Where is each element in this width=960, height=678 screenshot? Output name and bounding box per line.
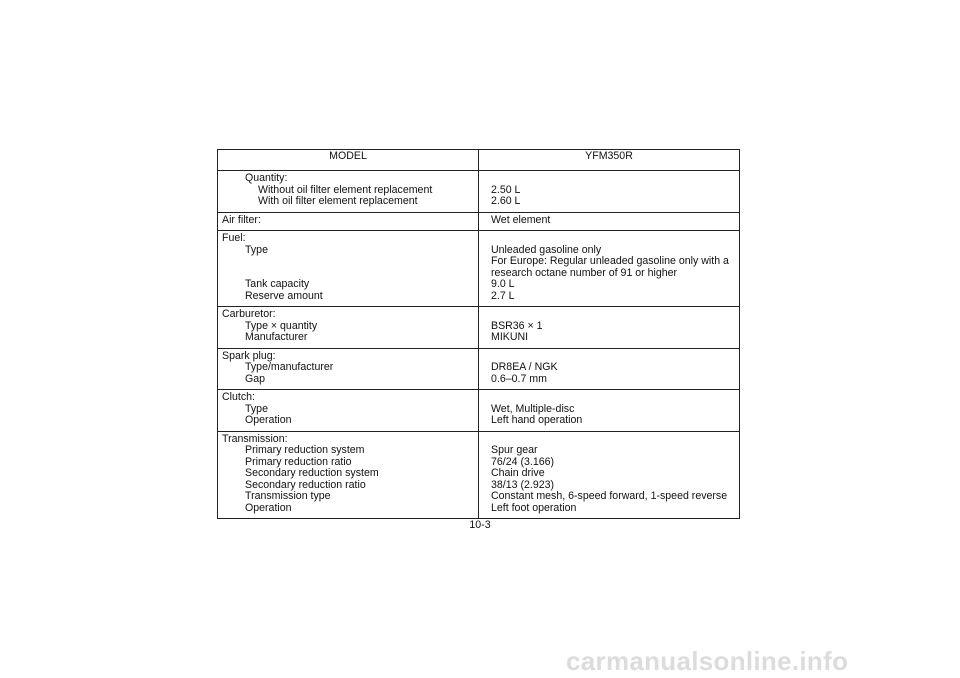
- spec-label: Type/manufacturer: [245, 361, 334, 373]
- spec-value-cell: [479, 348, 740, 390]
- model-header: MODEL: [218, 150, 479, 171]
- spec-label-cell: [218, 431, 479, 519]
- table-row: [218, 390, 740, 432]
- spec-label: Air filter:: [222, 213, 261, 226]
- spec-value: Chain drive: [491, 467, 545, 479]
- spec-label-cell: [218, 231, 479, 307]
- spec-value: Wet, Multiple-disc: [491, 402, 575, 415]
- table-row: [218, 171, 740, 213]
- watermark-text: carmanualsonline.info: [566, 646, 849, 676]
- page-number: 10-3: [469, 519, 491, 531]
- spec-value: Spur gear: [491, 444, 538, 456]
- spec-label: Primary reduction ratio: [245, 455, 352, 468]
- spec-value-cell: [479, 431, 740, 519]
- spec-value: [479, 392, 739, 404]
- spec-value-cell: [479, 171, 740, 213]
- spec-label: [218, 256, 478, 268]
- spec-label: Transmission type: [245, 490, 331, 502]
- spec-value: Unleaded gasoline only: [491, 243, 602, 256]
- spec-label: Secondary reduction system: [245, 467, 379, 479]
- spec-label: With oil filter element replacement: [258, 195, 418, 207]
- table-row: [218, 231, 740, 307]
- spec-value: 38/13 (2.923): [491, 478, 555, 491]
- spec-label: Without oil filter element replacement: [258, 183, 433, 196]
- spec-label: Spark plug:: [222, 349, 276, 362]
- spec-label-cell: [218, 212, 479, 231]
- spec-label: Secondary reduction ratio: [245, 478, 366, 491]
- spec-value: MIKUNI: [491, 331, 529, 343]
- spec-label-cell: [218, 348, 479, 390]
- spec-table-body: [218, 171, 740, 519]
- spec-value: Constant mesh, 6-speed forward, 1-speed reverse: [491, 490, 728, 502]
- spec-table: [217, 149, 740, 519]
- table-row: [218, 431, 740, 519]
- spec-value: BSR36 × 1: [491, 319, 543, 332]
- spec-label: Type × quantity: [245, 319, 318, 332]
- spec-value-cell: [479, 307, 740, 349]
- spec-value: Left foot operation: [491, 501, 577, 514]
- spec-value: For Europe: Regular unleaded gasoline only with a: [491, 255, 729, 267]
- spec-value: 76/24 (3.166): [491, 455, 555, 468]
- spec-value: research octane number of 91 or higher: [491, 266, 678, 279]
- spec-label: Tank capacity: [245, 278, 310, 290]
- spec-value: [479, 309, 739, 321]
- model-value-header: YFM350R: [479, 150, 740, 171]
- spec-label-cell: [218, 390, 479, 432]
- spec-label: Quantity:: [245, 172, 288, 184]
- table-row: [218, 212, 740, 231]
- spec-label: Clutch:: [222, 391, 255, 403]
- spec-label: Fuel:: [222, 232, 246, 244]
- table-header-row: [218, 150, 740, 171]
- spec-value: 2.60 L: [491, 195, 521, 207]
- table-row: [218, 307, 740, 349]
- spec-value: 9.0 L: [491, 278, 515, 290]
- spec-value: Wet element: [491, 213, 551, 226]
- spec-value: 0.6–0.7 mm: [491, 372, 547, 385]
- spec-label-cell: [218, 307, 479, 349]
- spec-label: Type: [245, 243, 268, 256]
- spec-label: Transmission:: [222, 432, 288, 445]
- spec-value-cell: [479, 390, 740, 432]
- watermark: [566, 646, 956, 676]
- spec-label: Type: [245, 402, 268, 415]
- spec-label: Primary reduction system: [245, 444, 365, 456]
- table-row: [218, 348, 740, 390]
- spec-value: [479, 233, 739, 245]
- spec-value: [479, 173, 739, 185]
- spec-label: Manufacturer: [245, 331, 308, 343]
- spec-value: 2.50 L: [491, 183, 521, 196]
- spec-label: Operation: [245, 501, 292, 514]
- spec-value-cell: [479, 212, 740, 231]
- spec-value: DR8EA / NGK: [491, 361, 558, 373]
- spec-label: Reserve amount: [245, 289, 323, 302]
- spec-label: Gap: [245, 372, 266, 385]
- spec-value: Left hand operation: [491, 414, 583, 426]
- spec-label-cell: [218, 171, 479, 213]
- spec-label: Carburetor:: [222, 308, 276, 320]
- spec-value-cell: [479, 231, 740, 307]
- spec-label: Operation: [245, 414, 292, 426]
- spec-value: 2.7 L: [491, 289, 515, 302]
